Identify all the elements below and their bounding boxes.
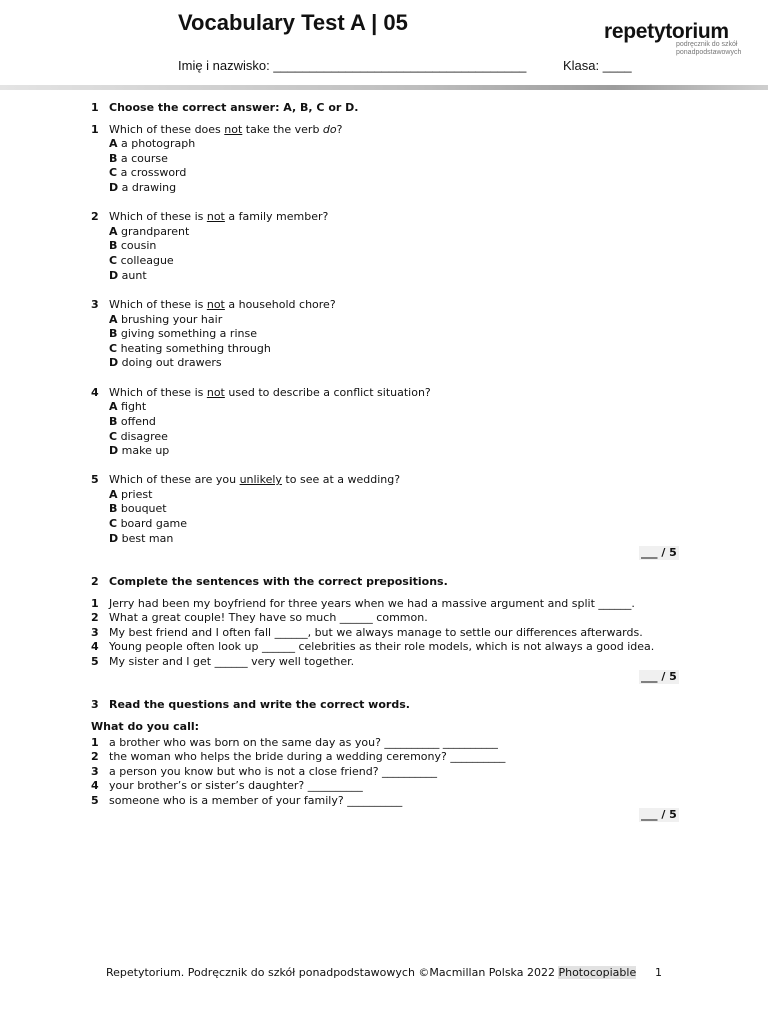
question-number: 1 [91, 123, 99, 136]
item-number: 3 [91, 626, 99, 639]
option-d: D doing out drawers [109, 356, 222, 369]
option-d: D make up [109, 444, 170, 457]
question-text: Which of these are you unlikely to see at a wedding? [109, 473, 401, 486]
question-item: the woman who helps the bride during a wedding ceremony? __________ [109, 750, 506, 763]
question-number: 5 [91, 473, 99, 486]
exercise-instruction: Read the questions and write the correct words. [109, 698, 410, 711]
exercise-number: 1 [91, 101, 99, 114]
exercise-instruction: Choose the correct answer: A, B, C or D. [109, 101, 359, 114]
option-a: A a photograph [109, 137, 196, 150]
sentence-item: My best friend and I often fall ______, but we always manage to settle our differences afterwards. [109, 626, 643, 639]
brand-subtitle [676, 41, 746, 57]
exercise-number: 3 [91, 698, 99, 711]
option-b: B cousin [109, 239, 157, 252]
exercise-subheading: What do you call: [91, 720, 200, 733]
name-field: Imię i nazwisko: ___________________________________ [178, 58, 527, 73]
footer-copyright: Repetytorium. Podręcznik do szkół ponadpodstawowych ©Macmillan Polska 2022 [106, 966, 559, 979]
option-c: C a crossword [109, 166, 187, 179]
header-divider [0, 85, 768, 90]
option-a: A grandparent [109, 225, 190, 238]
item-number: 1 [91, 597, 99, 610]
option-a: A fight [109, 400, 147, 413]
item-number: 5 [91, 794, 99, 807]
question-text: Which of these is not a household chore? [109, 298, 336, 311]
question-number: 3 [91, 298, 99, 311]
sentence-item: Young people often look up ______ celebrities as their role models, which is not always a good idea. [109, 640, 655, 653]
brand-subtitle-line-1: podręcznik do szkół [676, 41, 738, 48]
question-text: Which of these is not used to describe a conflict situation? [109, 386, 431, 399]
score-box: ___ / 5 [641, 670, 677, 683]
question-item: your brother’s or sister’s daughter? __________ [109, 779, 363, 792]
question-text: Which of these is not a family member? [109, 210, 329, 223]
question-item: a brother who was born on the same day as you? __________ __________ [109, 736, 498, 749]
item-number: 4 [91, 779, 99, 792]
brand-logo: repetytorium [604, 20, 729, 43]
option-b: B offend [109, 415, 156, 428]
sentence-item: Jerry had been my boyfriend for three years when we had a massive argument and split ______. [109, 597, 635, 610]
item-number: 2 [91, 611, 99, 624]
score-box: ___ / 5 [641, 546, 677, 559]
item-number: 1 [91, 736, 99, 749]
option-b: B bouquet [109, 502, 167, 515]
exercise-instruction: Complete the sentences with the correct prepositions. [109, 575, 448, 588]
exercise-number: 2 [91, 575, 99, 588]
page-title: Vocabulary Test A | 05 [178, 10, 408, 35]
question-item: someone who is a member of your family? __________ [109, 794, 403, 807]
item-number: 5 [91, 655, 99, 668]
option-d: D a drawing [109, 181, 177, 194]
option-c: C colleague [109, 254, 174, 267]
item-number: 4 [91, 640, 99, 653]
option-c: C disagree [109, 430, 168, 443]
question-number: 4 [91, 386, 99, 399]
question-text: Which of these does not take the verb do? [109, 123, 343, 136]
question-number: 2 [91, 210, 99, 223]
photocopiable-label: Photocopiable [558, 966, 637, 979]
option-c: C heating something through [109, 342, 271, 355]
sentence-item: What a great couple! They have so much ______ common. [109, 611, 428, 624]
item-number: 3 [91, 765, 99, 778]
option-a: A brushing your hair [109, 313, 223, 326]
class-field: Klasa: ____ [563, 58, 632, 73]
footer [106, 966, 636, 980]
sentence-item: My sister and I get ______ very well together. [109, 655, 355, 668]
page-number: 1 [655, 966, 662, 979]
option-b: B a course [109, 152, 168, 165]
option-d: D best man [109, 532, 174, 545]
question-item: a person you know but who is not a close friend? __________ [109, 765, 438, 778]
brand-subtitle-line-2: ponadpodstawowych [676, 49, 742, 56]
item-number: 2 [91, 750, 99, 763]
score-box: ___ / 5 [641, 808, 677, 821]
option-a: A priest [109, 488, 153, 501]
option-b: B giving something a rinse [109, 327, 257, 340]
option-d: D aunt [109, 269, 147, 282]
option-c: C board game [109, 517, 188, 530]
